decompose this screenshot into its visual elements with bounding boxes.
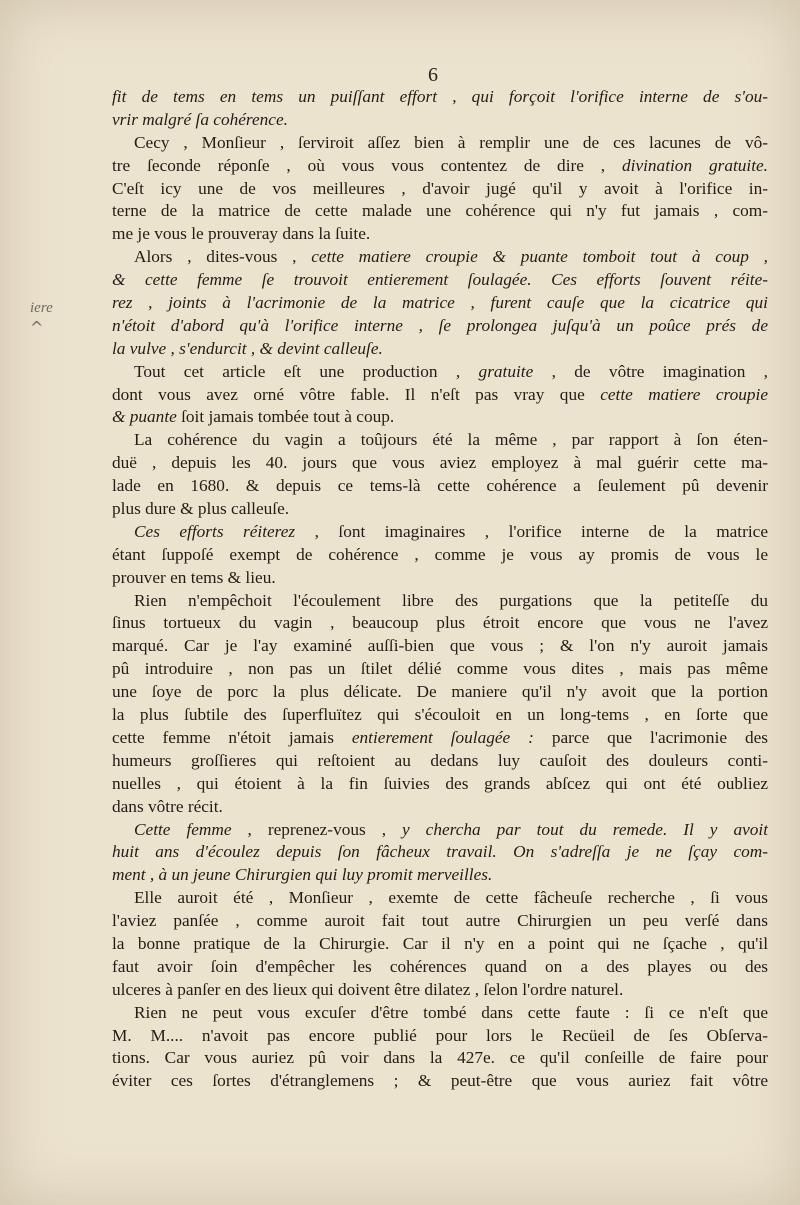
roman-span: pû introduire , non pas un ſtilet délié comme vous dites , mais pas même [112, 659, 768, 679]
text-line [112, 521, 768, 544]
text-line [112, 864, 768, 887]
roman-span: dans vôtre récit. [112, 796, 223, 816]
text-line [112, 109, 768, 132]
margin-annotation: iere [30, 300, 53, 316]
text-line [112, 429, 768, 452]
roman-span: Elle auroit été , Monſieur , exemte de cette fâcheuſe recherche , ſi vous [134, 888, 768, 908]
italic-span: huit ans d'écoulez depuis ſon fâcheux travail. On s'adreſſa je ne ſçay com- [112, 842, 768, 862]
body-text [112, 86, 768, 1093]
roman-span: prouver en tems & lieu. [112, 567, 276, 587]
text-line [112, 269, 768, 292]
text-line [112, 475, 768, 498]
italic-span: n'étoit d'abord qu'à l'orifice interne , ſe prolongea juſqu'à un poûce prés de [112, 315, 768, 335]
roman-span: nuelles , qui étoient à la fin ſuivies des grands abſcez qui ont été oubliez [112, 773, 768, 793]
roman-span: étant ſuppoſé exempt de cohérence , comme je vous ay promis de vous le [112, 544, 768, 564]
roman-span: , ſont imaginaires , l'orifice interne de la matrice [295, 521, 768, 541]
text-line [112, 200, 768, 223]
text-line [112, 132, 768, 155]
text-line [112, 86, 768, 109]
roman-span: me je vous le prouveray dans la ſuite. [112, 224, 371, 244]
text-line [112, 384, 768, 407]
page-number: 6 [428, 64, 438, 86]
italic-span: & puante [112, 407, 177, 427]
roman-span: , de vôtre imagination , [533, 361, 768, 381]
roman-span: plus dure & plus calleuſe. [112, 499, 290, 519]
text-line [112, 635, 768, 658]
text-line [112, 956, 768, 979]
text-line [112, 841, 768, 864]
italic-span: gratuite [478, 361, 534, 381]
roman-span: Tout cet article eſt une production , [134, 361, 479, 381]
text-line [112, 292, 768, 315]
text-line [112, 773, 768, 796]
text-line [112, 681, 768, 704]
roman-span: Rien ne peut vous excuſer d'être tombé dans cette faute : ſi ce n'eſt que [134, 1002, 768, 1022]
text-line [112, 544, 768, 567]
roman-span: duë , depuis les 40. jours que vous aviez employez à mal guérir cette ma- [112, 453, 768, 473]
text-line [112, 796, 768, 819]
roman-span: marqué. Car je l'ay examiné auſſi-bien que vous ; & l'on n'y auroit jamais [112, 636, 768, 656]
roman-span: l'aviez panſée , comme auroit fait tout autre Chirurgien un peu verſé dans [112, 911, 768, 931]
roman-span: ſoit jamais tombée tout à coup. [176, 407, 395, 427]
text-line [112, 338, 768, 361]
text-line [112, 498, 768, 521]
italic-span: cette matiere croupie & puante tomboit tout à coup , [311, 247, 768, 267]
roman-span: lade en 1680. & depuis ce tems-là cette cohérence a ſeulement pû devenir [112, 476, 768, 496]
roman-span: humeurs groſſieres qui reſtoient au dedans luy cauſoit des douleurs conti- [112, 750, 768, 770]
roman-span: la bonne pratique de la Chirurgie. Car il n'y en a point qui ne ſçache , qu'il [112, 933, 768, 953]
italic-span: rez , joints à l'acrimonie de la matrice , furent cauſe que la cicatrice qui [112, 293, 768, 313]
text-line [112, 658, 768, 681]
roman-span: terne de la matrice de cette malade une cohérence qui n'y fut jamais , com- [112, 201, 768, 221]
roman-span: tions. Car vous auriez pû voir dans la 427e. ce qu'il conſeille de faire pour [112, 1048, 768, 1068]
text-line [112, 406, 768, 429]
text-line [112, 704, 768, 727]
text-line [112, 1025, 768, 1048]
italic-span: ment , à un jeune Chirurgien qui luy promit merveilles. [112, 865, 493, 885]
roman-span: éviter ces ſortes d'étranglemens ; & peut-être que vous auriez fait vôtre [112, 1071, 768, 1091]
text-line [112, 612, 768, 635]
text-line [112, 910, 768, 933]
italic-span: Cette femme [134, 819, 232, 839]
roman-span: tre ſeconde réponſe , où vous vous contentez de dire , [112, 155, 622, 175]
text-line [112, 246, 768, 269]
italic-span: fit de tems en tems un puiſſant effort , qui forçoit l'orifice interne de s'ou- [112, 87, 768, 106]
text-line [112, 1070, 768, 1093]
roman-span: M. M.... n'avoit pas encore publié pour lors le Recüeil de ſes Obſerva- [112, 1025, 768, 1045]
text-line [112, 567, 768, 590]
text-line [112, 750, 768, 773]
italic-span: la vulve , s'endurcit , & devint calleuſe. [112, 338, 383, 358]
italic-span: y chercha par tout du remede. Il y avoit [402, 819, 768, 839]
italic-span: cette matiere croupie [600, 384, 768, 404]
text-line [112, 590, 768, 613]
text-line [112, 887, 768, 910]
italic-span: & cette femme ſe trouvoit entierement ſoulagée. Ces efforts ſouvent réite- [112, 270, 768, 290]
roman-span: faut avoir ſoin d'empêcher les cohérences quand on a des playes ou des [112, 956, 768, 976]
text-line [112, 155, 768, 178]
margin-caret-mark: ^ [30, 318, 44, 337]
roman-span: C'eſt icy une de vos meilleures , d'avoir jugé qu'il y avoit à l'orifice in- [112, 178, 768, 198]
text-line [112, 1002, 768, 1025]
roman-span: Rien n'empêchoit l'écoulement libre des purgations que la petiteſſe du [134, 590, 768, 610]
roman-span: La cohérence du vagin a toûjours été la même , par rapport à ſon éten- [134, 430, 768, 450]
roman-span: une ſoye de porc la plus délicate. De maniere qu'il n'y avoit que la portion [112, 682, 768, 702]
italic-span: entierement ſoulagée : [351, 727, 534, 747]
text-line [112, 819, 768, 842]
roman-span: , reprenez-vous , [231, 819, 402, 839]
roman-span: Alors , dites-vous , [134, 247, 312, 267]
text-line [112, 1047, 768, 1070]
roman-span: ſinus tortueux du vagin , beaucoup plus étroit encore que vous ne l'avez [112, 613, 768, 633]
text-line [112, 933, 768, 956]
italic-span: divination gratuite. [622, 155, 768, 175]
italic-span: Ces efforts réiterez [134, 521, 296, 541]
roman-span: dont vous avez orné vôtre fable. Il n'eſt pas vray que [112, 384, 601, 404]
roman-span: parce que l'acrimonie des [533, 727, 768, 747]
text-line [112, 727, 768, 750]
text-line [112, 178, 768, 201]
roman-span: Cecy , Monſieur , ſerviroit aſſez bien à remplir une de ces lacunes de vô- [134, 132, 768, 152]
text-line [112, 452, 768, 475]
roman-span: ulceres à panſer en des lieux qui doivent être dilatez , ſelon l'ordre naturel. [112, 979, 624, 999]
text-line [112, 979, 768, 1002]
text-line [112, 315, 768, 338]
roman-span: la plus ſubtile des ſuperfluïtez qui s'écouloit en un long-tems , en ſorte que [112, 705, 768, 725]
text-line [112, 223, 768, 246]
italic-span: vrir malgré ſa cohérence. [112, 109, 288, 129]
text-line [112, 361, 768, 384]
roman-span: cette femme n'étoit jamais [112, 727, 352, 747]
